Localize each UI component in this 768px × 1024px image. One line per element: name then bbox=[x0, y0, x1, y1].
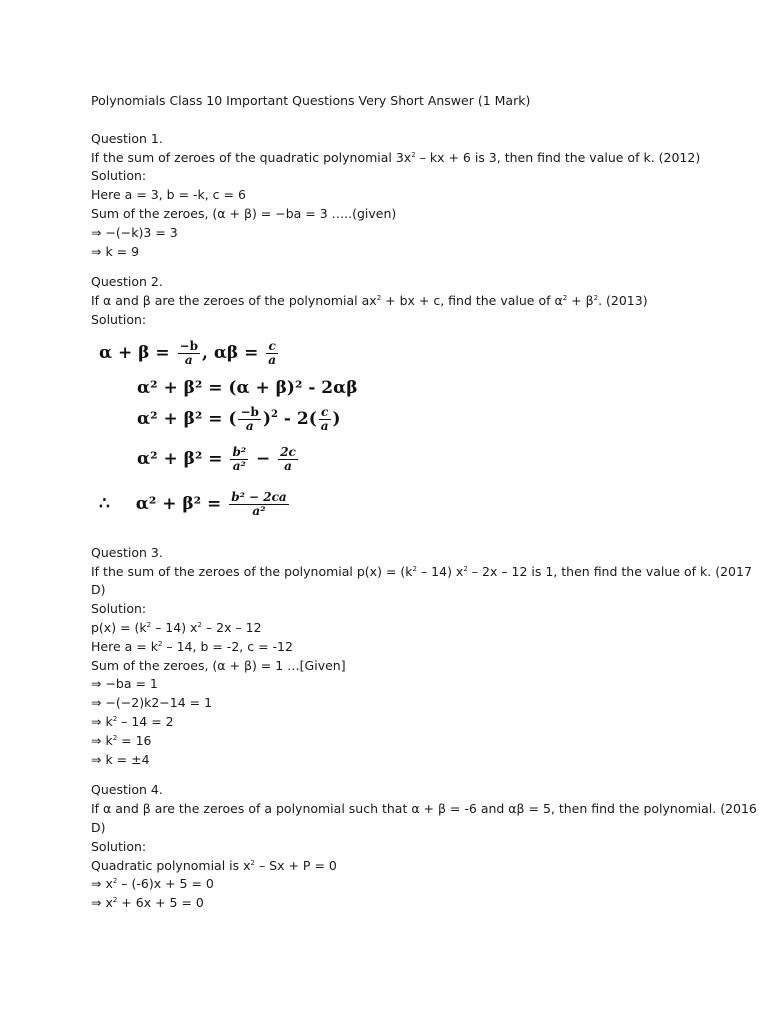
question-1-line-2: Sum of the zeroes, (α + β) = −ba = 3 …..(given) bbox=[91, 205, 397, 221]
question-4-step-2: ⇒ $x^2 + 6x + 5 = 0$ bbox=[91, 895, 204, 911]
math-line-4: α² + β² = $\frac{\text{b²}}{\text{a²}}$ − $\frac{2c}{a}$ bbox=[137, 444, 296, 473]
question-1-label: Question 1. bbox=[91, 130, 163, 146]
question-3-px-line: $p(x) = (k^2 - 14)$ $x^2 - 2x - 12$ bbox=[91, 619, 262, 635]
question-3-here-line: Here $a = k^2 - 14$, b = -2, c = -12 bbox=[91, 638, 293, 654]
question-4-step-1: ⇒ $x^2 - (-6)x + 5 = 0$ bbox=[91, 876, 214, 892]
question-2-math-block bbox=[99, 336, 359, 536]
question-1-line-1: Here a = 3, b = -k, c = 6 bbox=[91, 187, 246, 203]
math-line-3: α² + β² = ( $\frac{-b}{a}$ )$^2$ - 2( $\frac{c}{a}$ ) bbox=[137, 404, 341, 433]
question-3-step-1: ⇒ −ba = 1 bbox=[91, 676, 158, 692]
question-1-line-4: ⇒ k = 9 bbox=[91, 243, 140, 259]
document-page bbox=[91, 92, 757, 913]
question-4-text: If α and β are the zeroes of a polynomial such that α + β = -6 and αβ = 5, then find the polynomial. (2016 bbox=[91, 801, 757, 817]
question-4-solution-label: Solution: bbox=[91, 838, 147, 854]
question-2-label: Question 2. bbox=[91, 274, 163, 290]
question-4-qp-line: Quadratic polynomial is $x^2 - Sx + P = 0$ bbox=[91, 857, 337, 873]
math-line-2: α² + β² = (α + β)² - 2αβ bbox=[137, 377, 358, 398]
question-3-solution-label: Solution: bbox=[91, 601, 147, 617]
question-3-step-5: ⇒ k = ±4 bbox=[91, 751, 150, 767]
question-2-solution-label: Solution: bbox=[91, 311, 147, 327]
question-2-text: If α and β are the zeroes of the polynomial $ax^2$ + bx + c, find the value of $\alpha^2 + \beta^2$. (2013) bbox=[91, 293, 648, 309]
question-3-step-4: ⇒ $k^2 = 16$ bbox=[91, 732, 152, 748]
question-1-line-3: ⇒ −(−k)3 = 3 bbox=[91, 224, 178, 240]
question-3-text-cont: D) bbox=[91, 582, 106, 598]
question-1-text: If the sum of zeroes of the quadratic polynomial $3x^2$ – kx + 6 is 3, then find the value of k. (2012) bbox=[91, 149, 701, 165]
math-line-1: α + β = $\frac{-b}{a}$ , αβ = $\frac{c}{a}$ bbox=[99, 338, 277, 367]
question-3-sum-line: Sum of the zeroes, (α + β) = 1 …[Given] bbox=[91, 657, 346, 673]
math-line-5: ∴ α² + β² = $\frac{\text{b² − 2ca}}{\text{a²}}$ bbox=[99, 489, 287, 518]
question-3-step-2: ⇒ −(−2)k2−14 = 1 bbox=[91, 695, 213, 711]
question-3-step-3: ⇒ $k^2 - 14 = 2$ bbox=[91, 713, 174, 729]
question-1-solution-label: Solution: bbox=[91, 168, 147, 184]
question-4-label: Question 4. bbox=[91, 782, 163, 798]
question-4-text-cont: D) bbox=[91, 819, 106, 835]
question-3-text: If the sum of the zeroes of the polynomial $p(x) = (k^2 - 14)$ $x^2 - 2x - 12$ is 1, then find the value of k. (2017 bbox=[91, 563, 752, 579]
document-title: Polynomials Class 10 Important Questions Very Short Answer (1 Mark) bbox=[91, 93, 531, 108]
question-3-label: Question 3. bbox=[91, 544, 163, 560]
